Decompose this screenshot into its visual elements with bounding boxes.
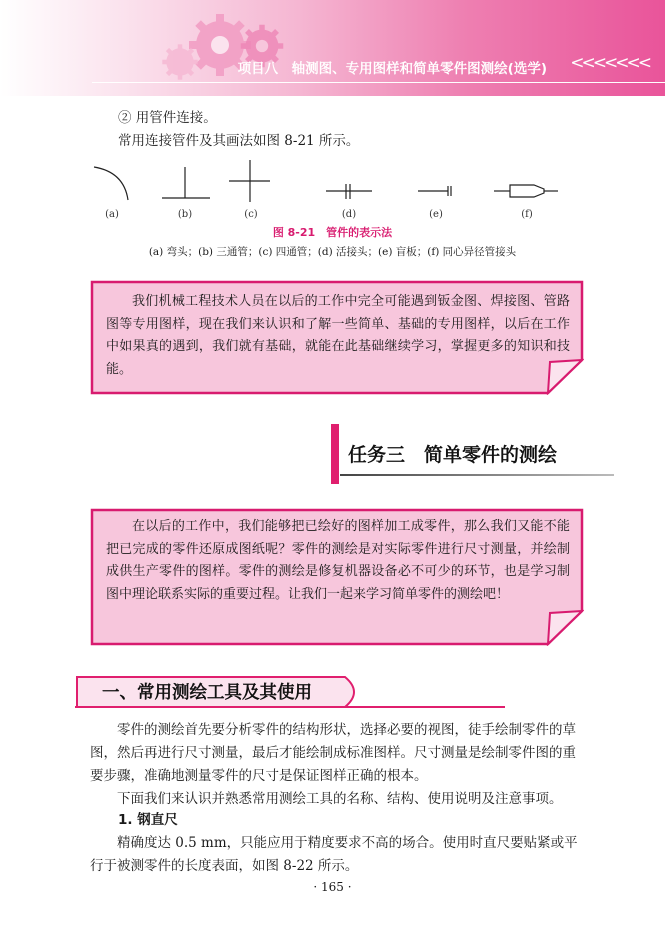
elbow-symbol (94, 167, 128, 200)
page-header (0, 0, 665, 96)
paragraph: 下面我们来认识并熟悉常用测绘工具的名称、结构、使用说明及注意事项。 (117, 791, 563, 807)
note-text: 在以后的工作中，我们能够把已绘好的图样加工成零件，那么我们又能不能把已完成的零件还原成图纸呢？零件的测绘是对实际零件进行尺寸测量，并绘制成供生产零件的图样。零件的测绘是修复机器设备必不可少的环节，也是学习制图中理论联系实际的重要过程。让我们一起来学习简单零件的测绘吧！ (106, 519, 570, 602)
list-item-2: ② 用管件连接。 (118, 110, 217, 126)
paragraph: 精确度达 0.5 mm，只能应用于精度要求不高的场合。使用时直尺要贴紧或平行于被测零件的长度表面，如图 8-22 所示。 (90, 835, 578, 874)
paragraph: 零件的测绘首先要分析零件的结构形状，选择必要的视图，徒手绘制零件的草图，然后再进行尺寸测量，最后才能绘制成标准图样。尺寸测量是绘制零件图的重要步骤，准确地测量零件的尺寸是保证图样正确的根本。 (90, 722, 576, 784)
figure-label-b: (b) (177, 209, 193, 220)
header-rule (92, 82, 665, 83)
figure-label-e: (e) (429, 209, 443, 220)
paragraph: 常用连接管件及其画法如图 8-21 所示。 (118, 133, 360, 149)
figure-subcaption: (a) 弯头；(b) 三通管；(c) 四通管；(d) 活接头；(e) 盲板；(f) 同心异径管接头 (148, 246, 517, 258)
section-underline (75, 706, 505, 708)
task-underline (340, 474, 614, 476)
task-accent-bar (331, 424, 339, 484)
page-number: · 165 · (313, 880, 352, 894)
subsection-heading: 1. 钢直尺 (118, 812, 178, 828)
note-text: 我们机械工程技术人员在以后的工作中完全可能遇到钣金图、焊接图、管路图等专用图样，现在我们来认识和了解一些简单、基础的专用图样，以后在工作中如果真的遇到，我们就有基础，就能在此基础继续学习，掌握更多的知识和技能。 (106, 294, 570, 377)
chevron-decoration: <<<<<<< (570, 53, 649, 73)
figure-caption: 图 8-21 管件的表示法 (272, 226, 393, 239)
figure-label-c: (c) (244, 209, 258, 220)
figure-8-21 (0, 150, 665, 225)
gear-icon (160, 42, 200, 82)
figure-label-a: (a) (105, 209, 119, 220)
task-title: 任务三 简单零件的测绘 (348, 444, 558, 466)
figure-label-f: (f) (521, 209, 533, 220)
figure-label-d: (d) (341, 209, 357, 220)
section-title: 一、常用测绘工具及其使用 (102, 683, 312, 703)
chapter-title: 项目八 轴测图、专用图样和简单零件图测绘(选学) (237, 61, 547, 77)
